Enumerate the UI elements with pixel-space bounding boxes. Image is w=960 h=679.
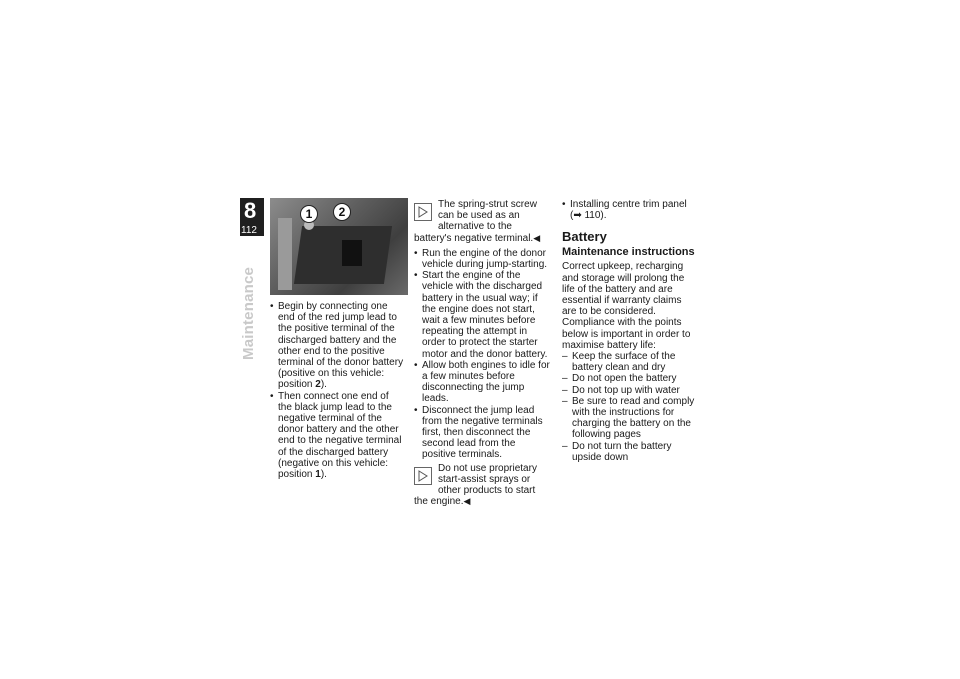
dash-item: – Keep the surface of the battery clean and dry <box>562 351 698 373</box>
dash-item: – Do not turn the battery upside down <box>562 441 698 463</box>
list-item: • Start the engine of the vehicle with the discharged battery in the usual way; if the engine does not start, wait a few minutes before repeating the attempt in order to protect the starter motor and the donor battery. <box>414 270 550 360</box>
end-marker-icon: ◀ <box>533 232 541 243</box>
photo-terminal-block <box>342 240 362 266</box>
section-title: Battery <box>562 229 607 245</box>
note-triangle-icon <box>414 467 432 485</box>
page-reference: (➡ 110). <box>570 210 607 222</box>
dash-item: – Do not top up with water <box>562 385 698 396</box>
section-side-label: Maintenance <box>240 266 257 360</box>
note-box: The spring-strut screw can be used as an alternative to the battery's negative terminal.◀ <box>414 199 541 244</box>
note-box: Do not use proprietary start-assist sprays or other products to start the engine.◀ <box>414 462 537 508</box>
subsection-title: Maintenance instructions <box>562 246 695 259</box>
callout-2: 2 <box>333 203 351 221</box>
dash-item: – Do not open the battery <box>562 373 698 384</box>
column-1 <box>270 301 404 480</box>
list-item: • Disconnect the jump lead from the negative terminals first, then disconnect the second lead from the positive terminals. <box>414 405 550 461</box>
list-item: • Allow both engines to idle for a few minutes before disconnecting the jump leads. <box>414 360 550 405</box>
column-2 <box>414 199 550 511</box>
paragraph: Correct upkeep, recharging and storage will prolong the life of the battery and are essential if warranty claims are to be considered. <box>562 261 685 318</box>
callout-1: 1 <box>300 205 318 223</box>
end-marker-icon: ◀ <box>463 496 471 507</box>
list-item: • Begin by connecting one end of the red jump lead to the positive terminal of the discharged battery and the other end to the positive terminal of the donor battery (positive on this vehicle: position 2). <box>270 301 404 391</box>
battery-terminal-photo <box>270 198 408 295</box>
note-triangle-icon <box>414 203 432 221</box>
list-item: • Then connect one end of the black jump lead to the negative terminal of the donor battery and the other end to the negative terminal of the discharged battery (negative on this vehicle: position 1). <box>270 391 404 481</box>
column-3 <box>562 199 698 463</box>
photo-strut <box>278 218 292 290</box>
paragraph: Compliance with the points below is important in order to maximise battery life: <box>562 317 691 351</box>
page-number: 112 <box>241 225 257 236</box>
chapter-number: 8 <box>244 198 257 223</box>
list-item: • Installing centre trim panel (➡ 110). <box>562 199 698 221</box>
list-item: • Run the engine of the donor vehicle during jump-starting. <box>414 248 550 270</box>
dash-item: – Be sure to read and comply with the instructions for charging the battery on the following pages <box>562 396 698 441</box>
